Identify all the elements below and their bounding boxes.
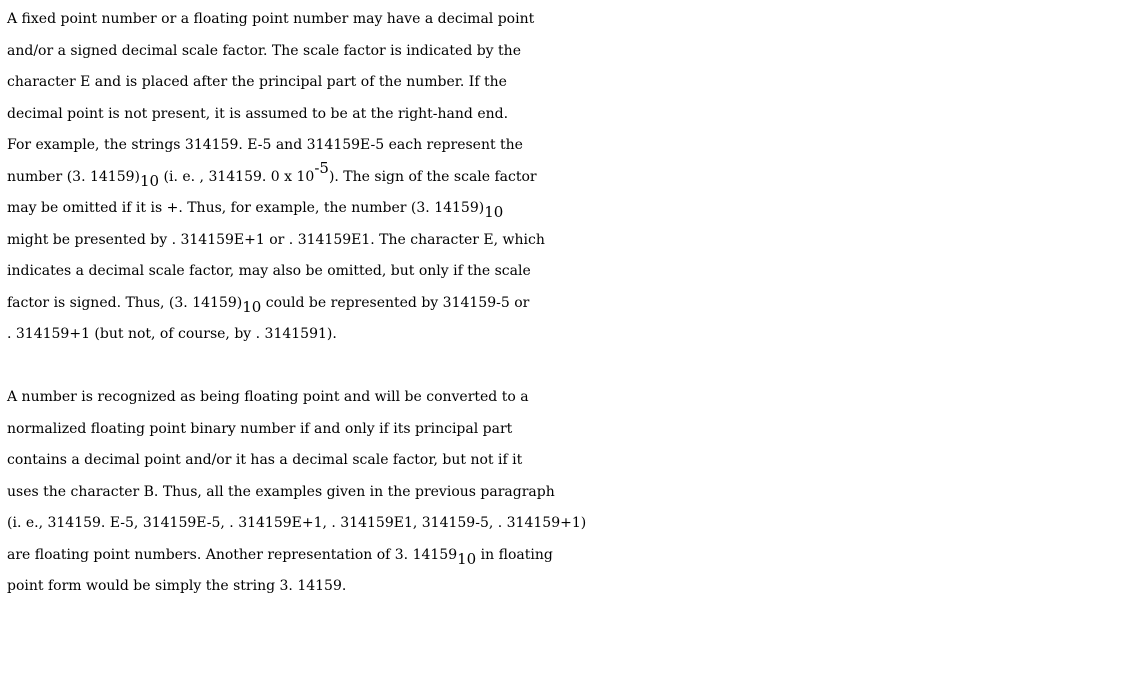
text-line: (i. e., 314159. E-5, 314159E-5, . 314159E+1, . 314159E1, 314159-5, . 314159+1) bbox=[7, 515, 587, 531]
paragraph-number-formats bbox=[7, 4, 1133, 351]
text-segment: could be represented by 314159-5 or bbox=[261, 294, 530, 311]
superscript-exponent: -5 bbox=[314, 158, 329, 177]
subscript-base: 10 bbox=[484, 203, 504, 221]
subscript-base: 10 bbox=[242, 297, 262, 316]
text-segment: (i. e. , 314159. 0 x 10 bbox=[159, 168, 315, 185]
text-line: point form would be simply the string 3. 14159. bbox=[7, 578, 347, 594]
subscript-base: 10 bbox=[139, 171, 160, 190]
subscript-base: 10 bbox=[457, 549, 477, 568]
text-segment: in floating bbox=[476, 546, 553, 563]
text-line: might be presented by . 314159E+1 or . 314159E1. The character E, which bbox=[7, 231, 545, 248]
text-segment: may be omitted if it is +. Thus, for example, the number (3. 14159) bbox=[7, 200, 485, 216]
text-line bbox=[7, 288, 1133, 320]
text-segment: are floating point numbers. Another representation of 3. 14159 bbox=[7, 546, 458, 563]
text-line: character E and is placed after the principal part of the number. If the bbox=[7, 74, 507, 90]
text-segment: number (3. 14159) bbox=[7, 168, 140, 185]
text-segment: ). The sign of the scale factor bbox=[328, 168, 537, 185]
text-segment: factor is signed. Thus, (3. 14159) bbox=[7, 294, 243, 311]
text-line: uses the character B. Thus, all the examples given in the previous paragraph bbox=[7, 483, 555, 500]
text-line: For example, the strings 314159. E-5 and 314159E-5 each represent the bbox=[7, 137, 523, 153]
text-line bbox=[7, 193, 1133, 225]
text-line bbox=[7, 158, 1133, 194]
text-line: contains a decimal point and/or it has a decimal scale factor, but not if it bbox=[7, 452, 523, 468]
text-line: normalized floating point binary number if and only if its principal part bbox=[7, 420, 513, 437]
text-line: A number is recognized as being floating point and will be converted to a bbox=[7, 389, 529, 405]
paragraph-gap bbox=[7, 351, 1133, 383]
paragraph-floating-point-recognition bbox=[7, 382, 1133, 603]
text-line bbox=[7, 540, 1133, 572]
text-line: and/or a signed decimal scale factor. The scale factor is indicated by the bbox=[7, 42, 521, 59]
text-line: indicates a decimal scale factor, may also be omitted, but only if the scale bbox=[7, 263, 531, 279]
text-line: . 314159+1 (but not, of course, by . 3141591). bbox=[7, 326, 337, 342]
text-line: decimal point is not present, it is assumed to be at the right-hand end. bbox=[7, 105, 509, 122]
text-line: A fixed point number or a floating point number may have a decimal point bbox=[7, 11, 535, 27]
